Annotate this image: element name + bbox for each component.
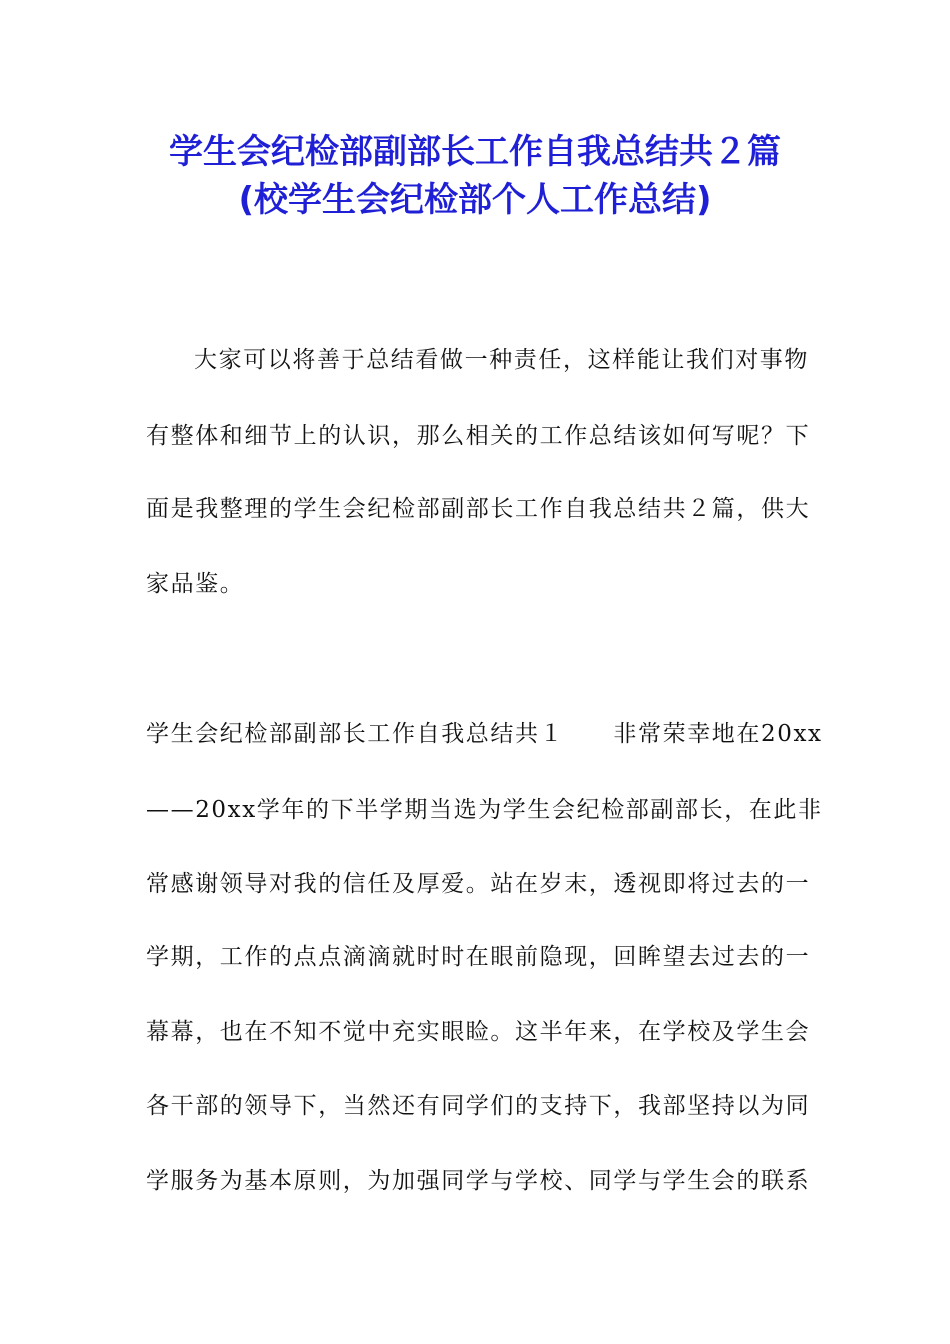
intro-paragraph-line: 有整体和细节上的认识，那么相关的工作总结该如何写呢？下 [146,423,811,449]
body-paragraph-line: 学服务为基本原则，为加强同学与学校、同学与学生会的联系 [146,1168,811,1194]
body-paragraph-line: 学生会纪检部副部长工作自我总结共１ 非常荣幸地在20xx [146,721,823,747]
body-paragraph-line: 各干部的领导下，当然还有同学们的支持下，我部坚持以为同 [146,1093,811,1119]
body-paragraph-line: 常感谢领导对我的信任及厚爱。站在岁末，透视即将过去的一 [146,871,811,897]
intro-paragraph-line: 家品鉴。 [146,571,245,597]
document-title-line-1: 学生会纪检部副部长工作自我总结共２篇 [169,132,781,172]
document-title-line-2: (校学生会纪检部个人工作总结) [238,180,712,220]
body-paragraph-line: 学期，工作的点点滴滴就时时在眼前隐现，回眸望去过去的一 [146,944,811,970]
body-paragraph-line: ——20xx学年的下半学期当选为学生会纪检部副部长，在此非 [146,797,823,823]
body-paragraph-line: 幕幕，也在不知不觉中充实眼睑。这半年来，在学校及学生会 [146,1019,811,1045]
intro-paragraph-line: 大家可以将善于总结看做一种责任，这样能让我们对事物 [194,347,809,373]
intro-paragraph-line: 面是我整理的学生会纪检部副部长工作自我总结共２篇，供大 [146,496,811,522]
